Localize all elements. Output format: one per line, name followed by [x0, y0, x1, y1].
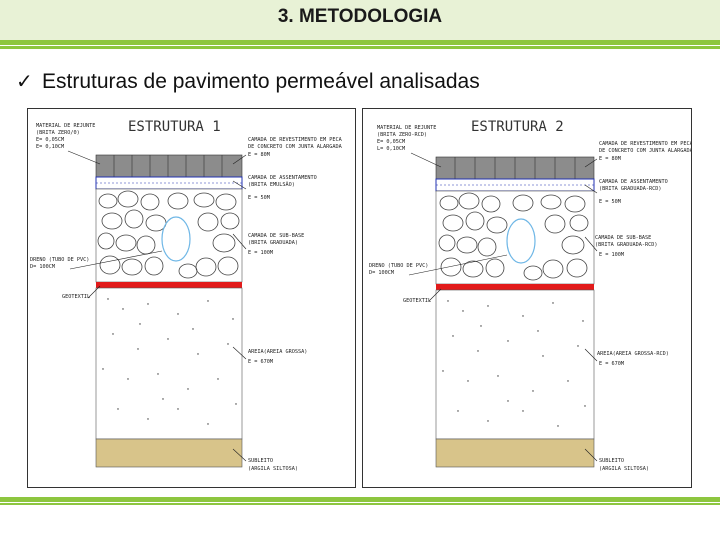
- label-surface-layer-2: DE CONCRETO COM JUNTA ALARGADA: [599, 148, 691, 154]
- label-subbase-layer: CAMADA DE SUB-BASE: [248, 233, 305, 239]
- structure-title: ESTRUTURA 1: [128, 119, 221, 135]
- label-surface-thickness-1: E= 0,05CM: [36, 137, 65, 143]
- label-geotextile: GEOTEXTIL: [62, 294, 91, 300]
- label-geotextile: GEOTEXTIL: [403, 298, 432, 304]
- label-sand-thickness: E = 670M: [248, 359, 273, 365]
- structure-panel-1: [27, 108, 356, 488]
- label-surface-thickness-2: E= 0,10CM: [36, 144, 65, 150]
- header-divider-thin: [0, 46, 720, 49]
- label-surface-thickness-1: E= 0,05CM: [377, 139, 406, 145]
- structure-title: ESTRUTURA 2: [471, 119, 564, 135]
- subgrade-layer: [436, 439, 594, 467]
- label-subbase-thickness: E = 100M: [248, 250, 273, 256]
- geotextile-layer: [96, 282, 242, 288]
- label-drain-dim: D= 100CM: [369, 270, 394, 276]
- sand-layer: [436, 290, 594, 439]
- structure-1-drawing: [28, 109, 355, 487]
- label-bedding-material: (BRITA GRADUADA-RCD): [599, 186, 662, 192]
- label-bedding-thickness: E = 50M: [248, 195, 270, 201]
- label-surface-material-2: (BRITA ZERO/0): [36, 130, 80, 136]
- label-subgrade-material: (ARGILA SILTOSA): [599, 466, 649, 472]
- label-sand-thickness: E = 670M: [599, 361, 624, 367]
- label-surface-thickness-2: L= 0,10CM: [377, 146, 406, 152]
- label-surface-layer-2: DE CONCRETO COM JUNTA ALARGADA: [248, 144, 342, 150]
- subgrade-layer: [96, 439, 242, 467]
- sand-layer: [96, 288, 242, 439]
- label-bedding-layer: CAMADA DE ASSENTAMENTO: [248, 175, 317, 181]
- label-drain: DRENO (TUBO DE PVC): [369, 263, 429, 269]
- structure-2-drawing: [363, 109, 691, 487]
- structure-panel-2: [362, 108, 692, 488]
- label-subbase-thickness: E = 100M: [599, 252, 624, 258]
- label-subgrade: SUBLEITO: [599, 458, 624, 464]
- bedding-layer: [436, 179, 594, 191]
- paver-layer: [96, 155, 242, 177]
- slide-subtitle: Estruturas de pavimento permeável analisadas: [42, 70, 480, 93]
- label-subbase-material: (BRITA GRADUADA): [248, 240, 298, 246]
- label-surface-material-2: (BRITA ZERO-RCD): [377, 132, 427, 138]
- label-bedding-layer: CAMADA DE ASSENTAMENTO: [599, 179, 668, 185]
- label-surface-layer: CAMADA DE REVESTIMENTO EM PECA: [248, 137, 342, 143]
- footer-divider-thin: [0, 503, 720, 505]
- label-drain: DRENO (TUBO DE PVC): [30, 257, 90, 263]
- geotextile-layer: [436, 284, 594, 290]
- footer-divider: [0, 497, 720, 502]
- label-surface-material: MATERIAL DE REJUNTE: [377, 125, 437, 131]
- label-bedding-material: (BRITA EMULSÃO): [248, 182, 295, 188]
- label-surface-thickness: E = 80M: [599, 156, 621, 162]
- label-subgrade: SUBLEITO: [248, 458, 273, 464]
- label-subbase-material: (BRITA GRADUADA-RCD): [595, 242, 658, 248]
- label-surface-layer: CAMADA DE REVESTIMENTO EM PECA: [599, 141, 691, 147]
- label-surface-thickness: E = 80M: [248, 152, 270, 158]
- header-divider: [0, 40, 720, 45]
- paver-layer: [436, 157, 594, 179]
- subbase-layer: [436, 191, 594, 284]
- label-subgrade-material: (ARGILA SILTOSA): [248, 466, 298, 472]
- label-surface-material: MATERIAL DE REJUNTE: [36, 123, 96, 129]
- label-drain-dim: D= 100CM: [30, 264, 55, 270]
- label-sand-layer: AREIA(AREIA GROSSA-RCD): [597, 351, 669, 357]
- checkmark-icon: ✓: [16, 69, 33, 93]
- subbase-layer: [96, 189, 242, 282]
- page-title: 3. METODOLOGIA: [277, 6, 443, 27]
- label-sand-layer: AREIA(AREIA GROSSA): [248, 349, 308, 355]
- label-subbase-layer: CAMADA DE SUB-BASE: [595, 235, 652, 241]
- label-bedding-thickness: E = 50M: [599, 199, 621, 205]
